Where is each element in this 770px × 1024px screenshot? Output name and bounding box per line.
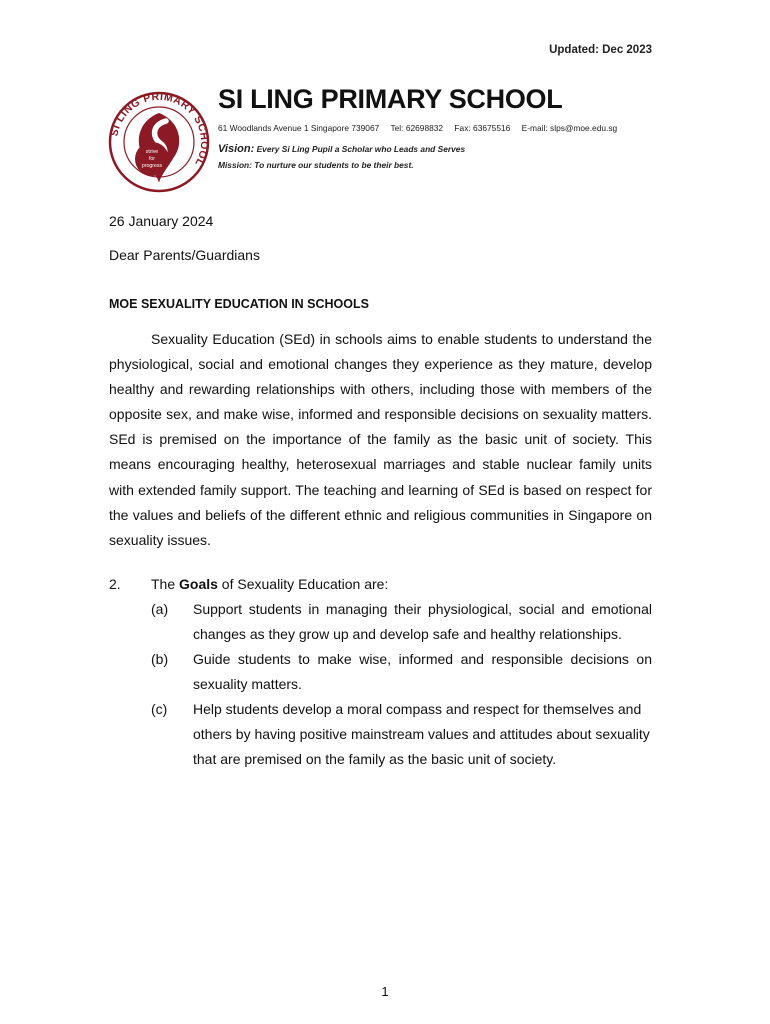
goal-item — [151, 597, 652, 647]
goal-text: Help students develop a moral compass and respect for themselves and others by having positive mainstream values and attitudes about sexuality that are premised on the family as the basic unit of society. — [193, 701, 650, 767]
goals-bold-word: Goals — [179, 576, 218, 592]
goals-number: 2. — [109, 576, 121, 592]
school-email: E-mail: slps@moe.edu.sg — [521, 123, 618, 133]
letter-salutation: Dear Parents/Guardians — [109, 247, 260, 263]
school-fax: Fax: 63675516 — [454, 123, 511, 133]
crest-ring-text: SI LING PRIMARY SCHOOL — [108, 91, 210, 169]
school-tel: Tel: 62698832 — [390, 123, 444, 133]
letter-heading: MOE SEXUALITY EDUCATION IN SCHOOLS — [109, 297, 369, 311]
goal-item — [151, 697, 652, 772]
goal-label: (a) — [151, 601, 169, 617]
school-vision — [218, 143, 465, 155]
letter-paragraph-1 — [109, 327, 652, 553]
school-crest-logo — [108, 91, 210, 193]
goal-label: (c) — [151, 701, 168, 717]
page-number: 1 — [381, 984, 389, 999]
goal-label: (b) — [151, 651, 169, 667]
vision-label: Vision: — [218, 143, 255, 155]
vision-text: Every Si Ling Pupil a Scholar who Leads and Serves — [256, 144, 466, 154]
updated-date: Updated: Dec 2023 — [549, 44, 652, 56]
letter-date: 26 January 2024 — [109, 213, 214, 229]
crest-motto-2: for — [148, 156, 156, 162]
goal-text: Guide students to make wise, informed and responsible decisions on sexuality matters. — [193, 651, 652, 692]
crest-motto-1: strive — [145, 149, 159, 155]
school-name: SI LING PRIMARY SCHOOL — [218, 84, 563, 114]
goal-item — [151, 647, 652, 697]
crest-motto-3: progress — [141, 163, 163, 169]
school-mission: Mission: To nurture our students to be their best. — [218, 160, 414, 170]
paragraph-1-text: Sexuality Education (SEd) in schools aims to enable students to understand the physiological, social and emotional changes they experience as they mature, develop healthy and rewarding relationships with others, including those with members of the opposite sex, and make wise, informed and responsible decisions on sexuality matters. SEd is premised on the importance of the family as the basic unit of society. This means encouraging healthy, heterosexual marriages and stable nuclear family units with extended family support. The teaching and learning of SEd is based on respect for the values and beliefs of the different ethnic and religious communities in Singapore on sexuality issues. — [109, 331, 652, 548]
school-contact-line — [218, 123, 626, 133]
goal-text: Support students in managing their physiological, social and emotional changes as they grow up and develop safe and healthy relationships. — [193, 601, 652, 642]
goals-intro-text: The Goals of Sexuality Education are: — [151, 576, 389, 592]
school-address: 61 Woodlands Avenue 1 Singapore 739067 — [218, 123, 380, 133]
